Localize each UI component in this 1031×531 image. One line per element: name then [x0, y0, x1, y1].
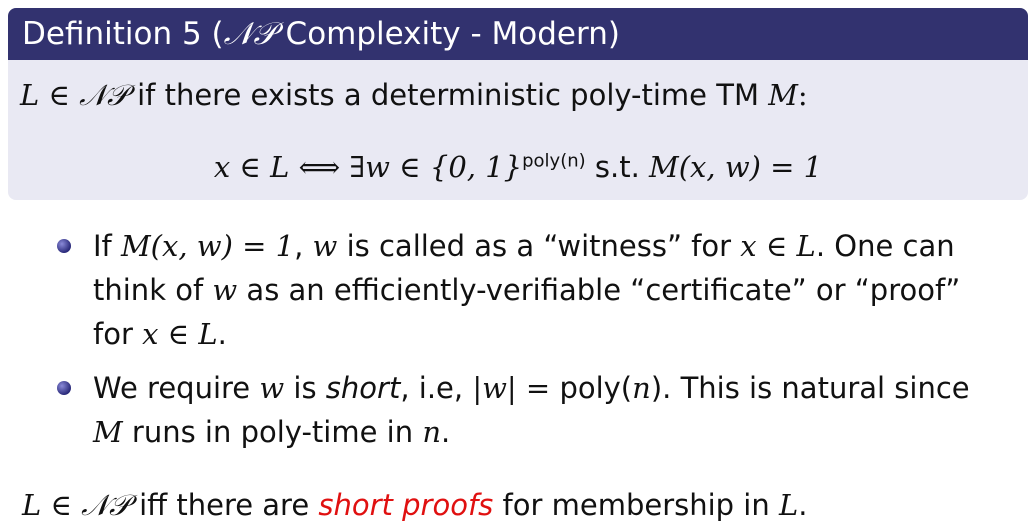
definition-body	[8, 60, 1028, 200]
statement-colon: :	[797, 78, 808, 112]
definition-block	[8, 8, 1028, 200]
bullet-line	[93, 366, 1025, 410]
text: poly(	[559, 371, 633, 405]
math: w	[259, 371, 285, 405]
text: as an efficiently-verifiable “certificate” or “proof”	[237, 273, 961, 307]
math-np: 𝒩𝒫	[81, 488, 130, 522]
math: n	[422, 415, 441, 449]
math: w	[312, 229, 338, 263]
math: x ∈ L	[142, 317, 218, 351]
title-suffix: Complexity - Modern)	[275, 16, 620, 52]
text: .	[798, 488, 808, 522]
text: ,	[294, 229, 313, 263]
bullet-dot-icon	[57, 239, 71, 253]
math: x ∈ L	[740, 229, 816, 263]
title-np-symbol: 𝒩𝒫	[223, 16, 276, 52]
eq-rhs: M(x, w) = 1	[649, 150, 823, 184]
math-M: M	[768, 78, 798, 112]
text: for	[93, 317, 143, 351]
math: M(x, w) = 1	[120, 229, 295, 263]
text: runs in poly-time in	[122, 415, 423, 449]
definition-title	[8, 8, 1028, 60]
text: .	[217, 317, 227, 351]
bullet-line	[93, 312, 1025, 356]
emphasis: short	[325, 371, 401, 405]
definition-equation	[8, 150, 1028, 184]
bullet-line	[93, 410, 1025, 454]
math: M	[93, 415, 123, 449]
math: n	[632, 371, 651, 405]
math-L: L	[22, 488, 42, 522]
text: ). This is natural since	[650, 371, 970, 405]
eq-exponent: poly(n)	[522, 150, 586, 172]
bullet-line	[93, 268, 1025, 312]
conclusion-line	[22, 488, 807, 523]
text: is called as a “witness” for	[337, 229, 741, 263]
math-L: L	[20, 78, 40, 112]
title-prefix: Definition 5 (	[22, 16, 224, 52]
text: . One can	[815, 229, 955, 263]
math-in: ∈	[41, 488, 82, 522]
math-np: 𝒩𝒫	[79, 78, 128, 112]
text: We require	[93, 371, 260, 405]
statement-text: if there exists a deterministic poly-time TM	[127, 78, 769, 112]
bullet-list	[55, 224, 1025, 464]
bullet-item-witness	[55, 224, 1025, 356]
math-in: ∈	[39, 78, 80, 112]
text: iff there are	[129, 488, 319, 522]
math-L: L	[778, 488, 799, 522]
eq-iff: ⟺	[289, 150, 350, 184]
text: think of	[93, 273, 213, 307]
highlight-short-proofs: short proofs	[318, 488, 494, 522]
text: , i.e,	[400, 371, 473, 405]
text: .	[441, 415, 451, 449]
eq-such-that: s.t.	[585, 150, 650, 184]
bullet-line	[93, 224, 1025, 268]
math: |w| =	[472, 371, 560, 405]
bullet-item-short	[55, 366, 1025, 454]
text: for membership in	[493, 488, 779, 522]
text: If	[93, 229, 121, 263]
eq-exists: ∃w ∈ {0, 1}	[349, 150, 523, 184]
eq-lhs: x ∈ L	[213, 150, 290, 184]
bullet-dot-icon	[57, 381, 71, 395]
definition-statement	[20, 78, 808, 113]
text: is	[284, 371, 326, 405]
math: w	[212, 273, 238, 307]
